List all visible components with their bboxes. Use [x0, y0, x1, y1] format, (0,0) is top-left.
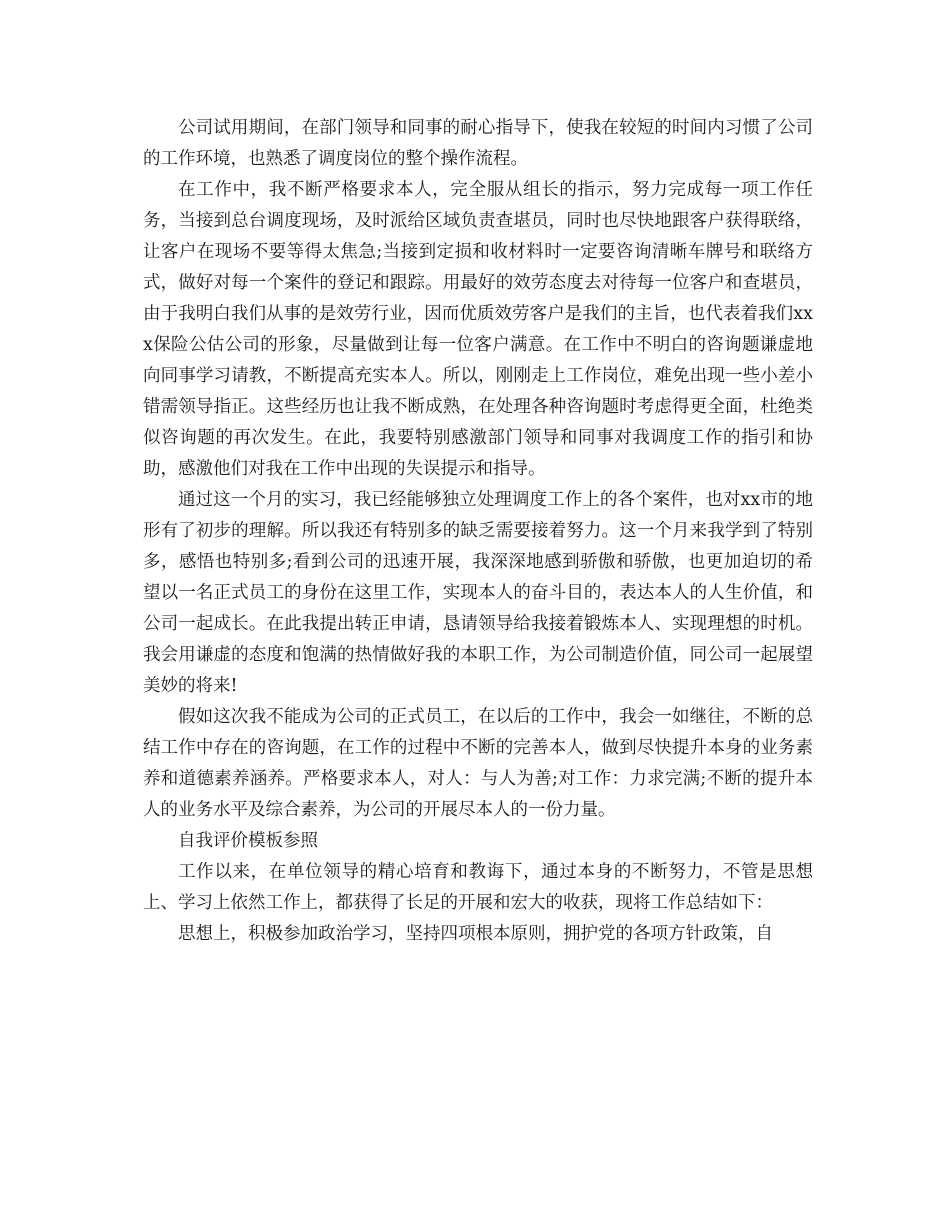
paragraph-internship-summary: 通过这一个月的实习，我已经能够独立处理调度工作上的各个案件，也对xx市的地形有了初步的理解。所以我还有特别多的缺乏需要接着努力。这一个月来我学到了特别多，感悟也特别多;看到公司的迅速开展，我深深地感到骄傲和骄傲，也更加迫切的希望以一名正式员工的身份在这里工作，实现本人的奋斗目的，表达本人的人生价值，和公司一起成长。在此我提出转正申请，恳请领导给我接着锻炼本人、实现理想的时机。我会用谦虚的态度和饱满的热情做好我的本职工作，为公司制造价值，同公司一起展望美妙的将来!: [143, 490, 813, 696]
paragraph-future-commitment: 假如这次我不能成为公司的正式员工，在以后的工作中，我会一如继往，不断的总结工作中存在的咨询题，在工作的过程中不断的完善本人，做到尽快提升本身的业务素养和道德素养涵养。严格要求本人，对人：与人为善;对工作：力求完满;不断的提升本人的业务水平及综合素养，为公司的开展尽本人的一份力量。: [143, 707, 813, 820]
paragraph-work-duties: 在工作中，我不断严格要求本人，完全服从组长的指示，努力完成每一项工作任务，当接到总台调度现场，及时派给区域负责查堪员，同时也尽快地跟客户获得联络，让客户在现场不要等得太焦急;当接到定损和收材料时一定要咨询清晰车牌号和联络方式，做好对每一个案件的登记和跟踪。用最好的效劳态度去对待每一位客户和查堪员，由于我明白我们从事的是效劳行业，因而优质效劳客户是我们的主旨，也代表着我们xxx保险公估公司的形象，尽量做到让每一位客户满意。在工作中不明白的咨询题谦虚地向同事学习请教，不断提高充实本人。所以，刚刚走上工作岗位，难免出现一些小差小错需领导指正。这些经历也让我不断成熟，在处理各种咨询题时考虑得更全面，杜绝类似咨询题的再次发生。在此，我要特别感激部门领导和同事对我调度工作的指引和协助，感激他们对我在工作中出现的失误提示和指导。: [143, 180, 813, 479]
section-heading: 自我评价模板参照: [178, 831, 318, 851]
paragraph-self-evaluation-intro: 工作以来，在单位领导的精心培育和教诲下，通过本身的不断努力，不管是思想上、学习上依然工作上，都获得了长足的开展和宏大的收获，现将工作总结如下：: [143, 862, 813, 913]
document-body: [143, 113, 813, 950]
paragraph-ideology: 思想上，积极参加政治学习，坚持四项根本原则，拥护党的各项方针政策，自: [178, 924, 773, 944]
paragraph-probation-intro: 公司试用期间，在部门领导和同事的耐心指导下，使我在较短的时间内习惯了公司的工作环境，也熟悉了调度岗位的整个操作流程。: [143, 118, 813, 169]
